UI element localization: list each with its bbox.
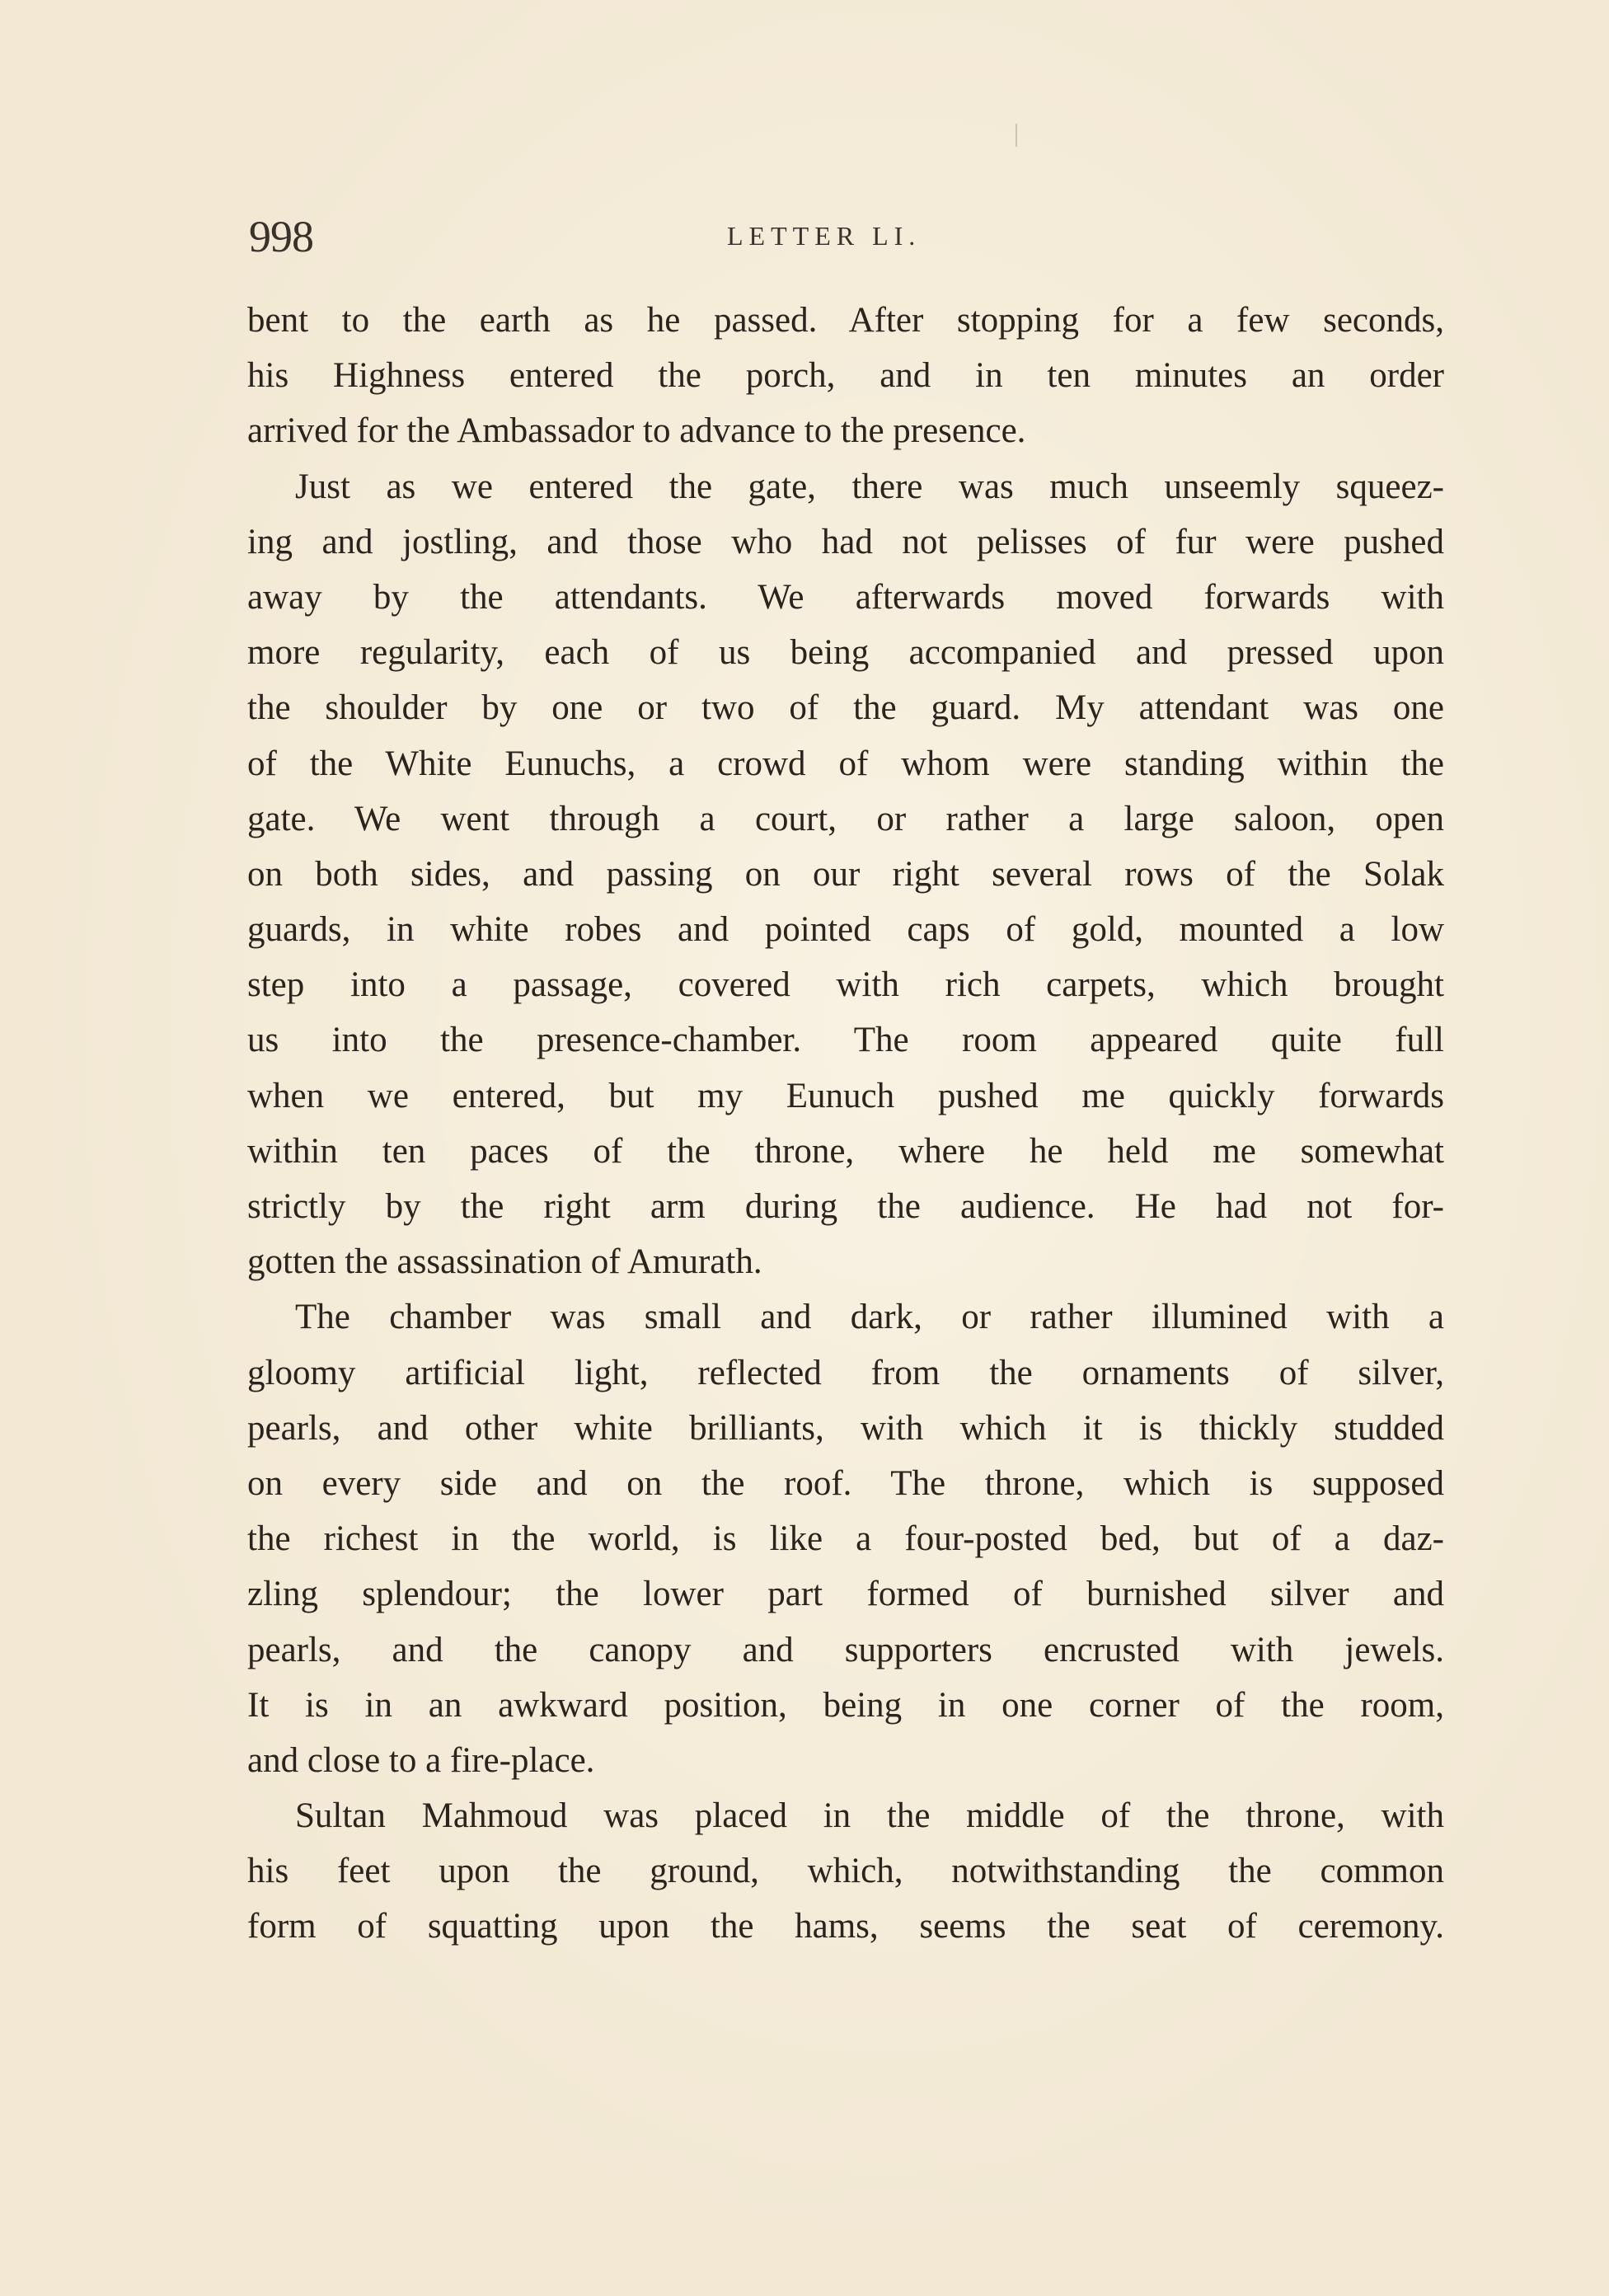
paragraph-start-line: Sultan Mahmoud was placed in the middle of the throne, with [295, 1796, 1444, 1836]
text-line: when we entered, but my Eunuch pushed me quickly forwards [247, 1076, 1444, 1115]
text-line: and close to a fire-place. [247, 1740, 595, 1780]
text-line: on both sides, and passing on our right several rows of the Solak [247, 854, 1444, 894]
body-text [247, 293, 1444, 1955]
text-line: pearls, and other white brilliants, with which it is thickly studded [247, 1408, 1444, 1448]
page-header [247, 206, 1442, 272]
text-line: us into the presence-chamber. The room appeared quite full [247, 1021, 1444, 1060]
text-line: pearls, and the canopy and supporters encrusted with jewels. [247, 1630, 1444, 1669]
text-line: guards, in white robes and pointed caps of gold, mounted a low [247, 910, 1444, 950]
page-number: 998 [249, 212, 313, 261]
text-line: form of squatting upon the hams, seems the seat of ceremony. [247, 1907, 1444, 1946]
text-line: step into a passage, covered with rich carpets, which brought [247, 965, 1444, 1005]
text-line: zling splendour; the lower part formed of burnished silver and [247, 1575, 1444, 1614]
paragraph-start-line: Just as we entered the gate, there was much unseemly squeez- [295, 467, 1444, 506]
text-line: on every side and on the roof. The throne, which is supposed [247, 1463, 1444, 1503]
text-line: bent to the earth as he passed. After stopping for a few seconds, [247, 301, 1444, 340]
text-line: arrived for the Ambassador to advance to the presence. [247, 411, 1026, 451]
text-line: gate. We went through a court, or rather a large saloon, open [247, 799, 1444, 838]
text-line: gotten the assassination of Amurath. [247, 1242, 762, 1282]
text-line: strictly by the right arm during the audience. He had not for- [247, 1187, 1444, 1226]
text-line: his Highness entered the porch, and in ten minutes an order [247, 356, 1444, 396]
paragraph-start-line: The chamber was small and dark, or rather illumined with a [295, 1298, 1444, 1337]
text-line: within ten paces of the throne, where he held me somewhat [247, 1131, 1444, 1171]
text-line: of the White Eunuchs, a crowd of whom were standing within the [247, 744, 1444, 783]
text-line: his feet upon the ground, which, notwithstanding the common [247, 1852, 1444, 1891]
paper-mark [1016, 124, 1017, 147]
text-line: ing and jostling, and those who had not pelisses of fur were pushed [247, 522, 1444, 561]
text-line: gloomy artificial light, reflected from the ornaments of silver, [247, 1353, 1444, 1392]
running-head: LETTER LI. [727, 221, 922, 251]
text-line: the shoulder by one or two of the guard. My attendant was one [247, 688, 1444, 728]
text-line: It is in an awkward position, being in one corner of the room, [247, 1685, 1444, 1725]
text-line: the richest in the world, is like a four-posted bed, but of a daz- [247, 1519, 1444, 1559]
text-line: away by the attendants. We afterwards moved forwards with [247, 577, 1444, 617]
text-line: more regularity, each of us being accompanied and pressed upon [247, 633, 1444, 673]
